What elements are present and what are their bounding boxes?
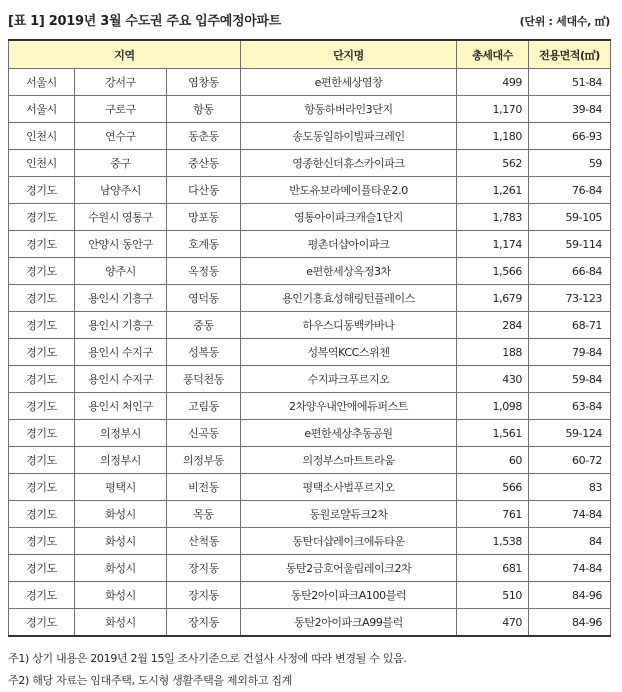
cell-district: 화성시	[75, 528, 167, 555]
cell-district: 용인시 처인구	[75, 393, 167, 420]
cell-complex-name: 성복역KCC스위첸	[241, 339, 457, 366]
cell-dong: 비전동	[167, 474, 241, 501]
cell-complex-name: e편한세상추동공원	[241, 420, 457, 447]
cell-area: 74-84	[529, 501, 611, 528]
cell-complex-name: 항동하버라인3단지	[241, 96, 457, 123]
cell-households: 1,098	[457, 393, 529, 420]
cell-households: 1,561	[457, 420, 529, 447]
cell-province: 인천시	[9, 150, 75, 177]
cell-households: 761	[457, 501, 529, 528]
cell-area: 59-114	[529, 231, 611, 258]
table-row	[9, 393, 611, 420]
cell-complex-name: 수지파크푸르지오	[241, 366, 457, 393]
cell-province: 인천시	[9, 123, 75, 150]
cell-dong: 호계동	[167, 231, 241, 258]
header-region: 지역	[9, 40, 241, 69]
table-row	[9, 609, 611, 637]
cell-province: 경기도	[9, 204, 75, 231]
cell-province: 경기도	[9, 285, 75, 312]
cell-households: 284	[457, 312, 529, 339]
table-row	[9, 285, 611, 312]
table-row	[9, 555, 611, 582]
cell-households: 430	[457, 366, 529, 393]
table-row	[9, 177, 611, 204]
cell-area: 60-72	[529, 447, 611, 474]
cell-households: 1,180	[457, 123, 529, 150]
cell-district: 용인시 수지구	[75, 366, 167, 393]
cell-province: 경기도	[9, 609, 75, 637]
table-row	[9, 123, 611, 150]
cell-complex-name: 평택소사벌푸르지오	[241, 474, 457, 501]
cell-district: 안양시 동안구	[75, 231, 167, 258]
cell-households: 566	[457, 474, 529, 501]
cell-households: 1,783	[457, 204, 529, 231]
cell-complex-name: 용인기흥효성해링턴플레이스	[241, 285, 457, 312]
cell-households: 562	[457, 150, 529, 177]
cell-dong: 다산동	[167, 177, 241, 204]
cell-province: 경기도	[9, 177, 75, 204]
cell-area: 51-84	[529, 69, 611, 96]
table-row	[9, 366, 611, 393]
table-row	[9, 501, 611, 528]
cell-dong: 풍덕천동	[167, 366, 241, 393]
cell-province: 경기도	[9, 582, 75, 609]
cell-area: 59-124	[529, 420, 611, 447]
cell-dong: 장지동	[167, 555, 241, 582]
footnotes	[8, 648, 407, 692]
cell-province: 경기도	[9, 312, 75, 339]
cell-province: 경기도	[9, 447, 75, 474]
table-row	[9, 582, 611, 609]
cell-households: 499	[457, 69, 529, 96]
cell-area: 84-96	[529, 582, 611, 609]
cell-district: 수원시 영통구	[75, 204, 167, 231]
cell-area: 66-93	[529, 123, 611, 150]
cell-area: 73-123	[529, 285, 611, 312]
cell-households: 1,566	[457, 258, 529, 285]
cell-province: 경기도	[9, 474, 75, 501]
cell-dong: 신곡동	[167, 420, 241, 447]
cell-area: 63-84	[529, 393, 611, 420]
cell-area: 39-84	[529, 96, 611, 123]
cell-complex-name: 동탄2금호어울림레이크2차	[241, 555, 457, 582]
cell-district: 화성시	[75, 582, 167, 609]
cell-complex-name: e편한세상염창	[241, 69, 457, 96]
cell-province: 경기도	[9, 231, 75, 258]
cell-province: 경기도	[9, 339, 75, 366]
table-row	[9, 258, 611, 285]
cell-district: 의정부시	[75, 420, 167, 447]
cell-district: 의정부시	[75, 447, 167, 474]
cell-district: 중구	[75, 150, 167, 177]
cell-area: 66-84	[529, 258, 611, 285]
table-row	[9, 528, 611, 555]
unit-label: (단위 : 세대수, ㎡)	[519, 15, 610, 28]
cell-area: 84-96	[529, 609, 611, 637]
cell-area: 79-84	[529, 339, 611, 366]
cell-district: 남양주시	[75, 177, 167, 204]
cell-district: 화성시	[75, 501, 167, 528]
table-row	[9, 204, 611, 231]
table-row	[9, 447, 611, 474]
cell-district: 평택시	[75, 474, 167, 501]
cell-complex-name: 하우스디동백카바나	[241, 312, 457, 339]
table-row	[9, 69, 611, 96]
cell-households: 510	[457, 582, 529, 609]
cell-complex-name: 영종한신더휴스카이파크	[241, 150, 457, 177]
footnote-1: 주1) 상기 내용은 2019년 2월 15일 조사기준으로 건설사 사정에 따라 변경될 수 있음.	[8, 652, 407, 665]
table-row	[9, 474, 611, 501]
cell-households: 1,261	[457, 177, 529, 204]
cell-complex-name: 반도유보라메이플타운2.0	[241, 177, 457, 204]
cell-area: 76-84	[529, 177, 611, 204]
cell-province: 경기도	[9, 420, 75, 447]
table-row	[9, 312, 611, 339]
cell-complex-name: 동탄더샵레이크에듀타운	[241, 528, 457, 555]
cell-district: 화성시	[75, 609, 167, 637]
cell-province: 경기도	[9, 501, 75, 528]
cell-dong: 망포동	[167, 204, 241, 231]
cell-district: 연수구	[75, 123, 167, 150]
header-exclusive-area: 전용면적(㎡)	[529, 40, 611, 69]
cell-province: 경기도	[9, 555, 75, 582]
header-total-households: 총세대수	[457, 40, 529, 69]
table-title: [표 1] 2019년 3월 수도권 주요 입주예정아파트	[8, 14, 281, 29]
cell-complex-name: 동탄2아이파크A100블럭	[241, 582, 457, 609]
cell-dong: 장지동	[167, 582, 241, 609]
cell-complex-name: 송도동일하이빌파크레인	[241, 123, 457, 150]
cell-dong: 항동	[167, 96, 241, 123]
cell-dong: 영덕동	[167, 285, 241, 312]
cell-province: 경기도	[9, 528, 75, 555]
cell-dong: 목동	[167, 501, 241, 528]
cell-district: 화성시	[75, 555, 167, 582]
cell-area: 59	[529, 150, 611, 177]
cell-province: 경기도	[9, 366, 75, 393]
cell-households: 470	[457, 609, 529, 637]
table-row	[9, 420, 611, 447]
cell-households: 681	[457, 555, 529, 582]
cell-complex-name: 평촌더샵아이파크	[241, 231, 457, 258]
cell-district: 강서구	[75, 69, 167, 96]
cell-complex-name: 동탄2아이파크A99블럭	[241, 609, 457, 637]
cell-dong: 중동	[167, 312, 241, 339]
cell-district: 양주시	[75, 258, 167, 285]
cell-area: 84	[529, 528, 611, 555]
table-row	[9, 231, 611, 258]
cell-complex-name: 영통아이파크캐슬1단지	[241, 204, 457, 231]
cell-complex-name: 의정부스마트트라움	[241, 447, 457, 474]
cell-district: 용인시 기흥구	[75, 312, 167, 339]
cell-households: 1,174	[457, 231, 529, 258]
cell-dong: 산척동	[167, 528, 241, 555]
cell-dong: 성복동	[167, 339, 241, 366]
cell-district: 용인시 수지구	[75, 339, 167, 366]
table-header-row	[9, 40, 611, 69]
cell-complex-name: 동원로얄듀크2차	[241, 501, 457, 528]
cell-dong: 염창동	[167, 69, 241, 96]
table-body	[9, 69, 611, 637]
table-row	[9, 339, 611, 366]
cell-province: 서울시	[9, 96, 75, 123]
cell-households: 60	[457, 447, 529, 474]
cell-district: 구로구	[75, 96, 167, 123]
cell-area: 59-84	[529, 366, 611, 393]
apartment-table	[8, 39, 611, 637]
cell-households: 1,679	[457, 285, 529, 312]
footnote-2: 주2) 해당 자료는 임대주택, 도시형 생활주택을 제외하고 집계	[8, 674, 293, 687]
cell-dong: 의정부동	[167, 447, 241, 474]
cell-province: 서울시	[9, 69, 75, 96]
cell-dong: 옥정동	[167, 258, 241, 285]
cell-households: 1,170	[457, 96, 529, 123]
cell-province: 경기도	[9, 258, 75, 285]
cell-households: 188	[457, 339, 529, 366]
cell-dong: 중산동	[167, 150, 241, 177]
cell-households: 1,538	[457, 528, 529, 555]
cell-complex-name: e편한세상옥정3차	[241, 258, 457, 285]
header-complex-name: 단지명	[241, 40, 457, 69]
cell-area: 59-105	[529, 204, 611, 231]
cell-complex-name: 2차양우내안애에듀퍼스트	[241, 393, 457, 420]
cell-province: 경기도	[9, 393, 75, 420]
cell-dong: 동춘동	[167, 123, 241, 150]
table-row	[9, 96, 611, 123]
table-row	[9, 150, 611, 177]
cell-dong: 고림동	[167, 393, 241, 420]
cell-area: 83	[529, 474, 611, 501]
cell-district: 용인시 기흥구	[75, 285, 167, 312]
cell-area: 68-71	[529, 312, 611, 339]
cell-dong: 장지동	[167, 609, 241, 637]
cell-area: 74-84	[529, 555, 611, 582]
